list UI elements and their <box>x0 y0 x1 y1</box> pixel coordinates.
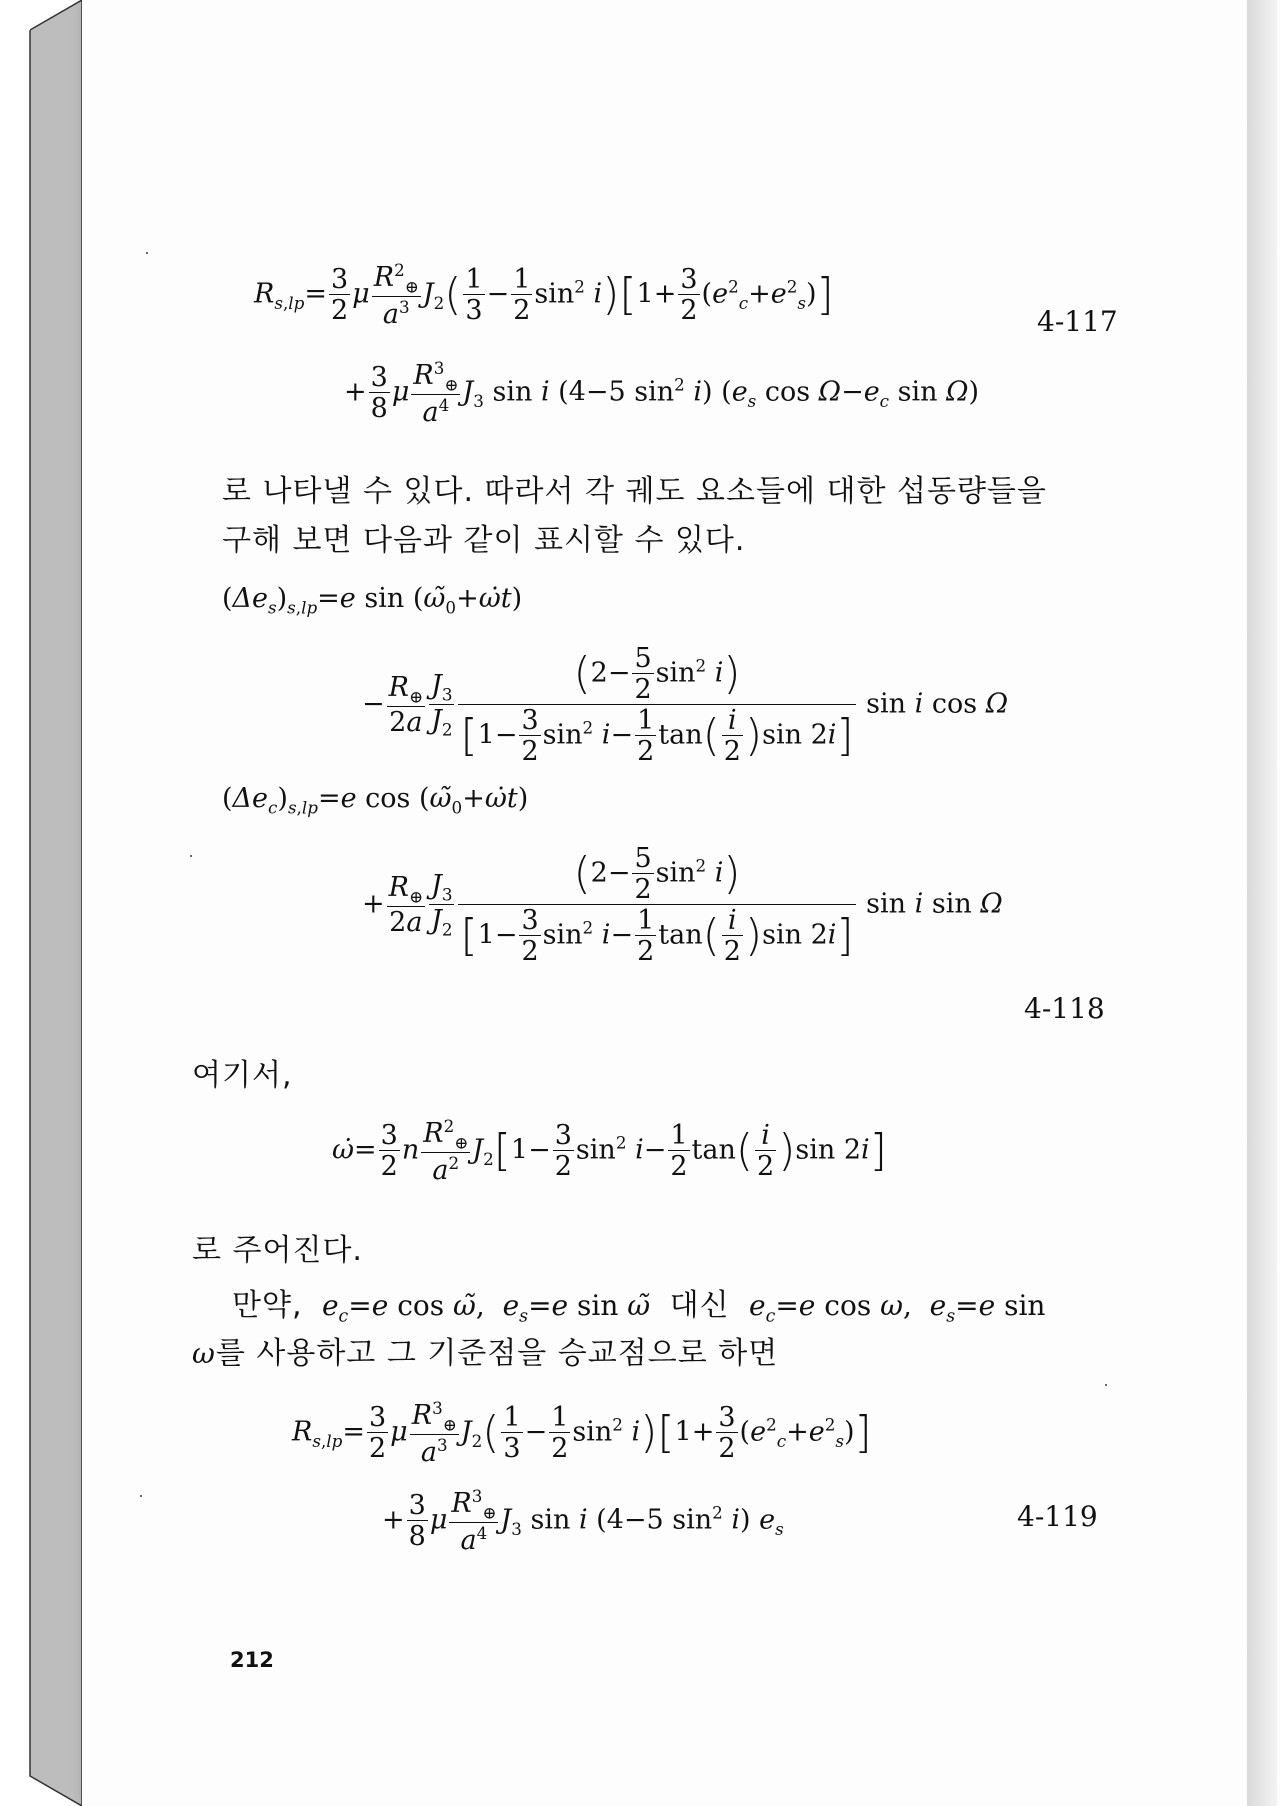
page-edge-shade <box>1247 0 1277 1806</box>
delta-es-fraction: − $\frac{R_\oplus}{2a}$ $\frac{J_3}{J_2}$ (2− $\frac{5}{2}$ $\sin^2 i$) [1− $\frac{3}{2}$ $\sin^2 i-$ $\frac{1}{2}$ tan( $\frac{i}{2}$ )sin 2i] sin i cos Ω <box>362 643 1009 767</box>
p2-word-daesin: 대신 <box>669 1288 730 1323</box>
book-page <box>82 0 1247 1806</box>
paragraph-1-line-2: 구해 보면 다음과 같이 표시할 수 있다. <box>222 523 746 558</box>
book-spine-edge <box>0 0 82 1806</box>
equation-4-117-line1: $R_{s,lp}=$ $\frac{3}{2}$ μ $\frac{R^2_\oplus}{a^3}$ $J_2$( $\frac{1}{3}$ − $\frac{1}{2}$ $\sin^2 i)[1+$ $\frac{3}{2}$ $(e^2_c+e^2_s)$] <box>254 260 834 331</box>
equation-number-4-117: 4-117 <box>1037 305 1118 338</box>
equation-4-119-line1: $R_{s,lp}=$ $\frac{3}{2}$ μ $\frac{R^3_\oplus}{a^3}$ $J_2$( $\frac{1}{3}$ − $\frac{1}{2}$ $\sin^2 i)[1+$ $\frac{3}{2}$ $(e^2_c+e^2_s)$] <box>292 1398 872 1469</box>
paragraph-2-line-2 <box>192 1328 778 1372</box>
speck <box>190 855 192 857</box>
delta-ec-fraction: + $\frac{R_\oplus}{2a}$ $\frac{J_3}{J_2}$ (2− $\frac{5}{2}$ $\sin^2 i$) [1− $\frac{3}{2}$ $\sin^2 i-$ $\frac{1}{2}$ tan( $\frac{i}{2}$ )sin 2i] sin i sin Ω <box>362 843 1003 967</box>
speck <box>1105 1384 1107 1386</box>
delta-es-line: $(\Delta e_s)_{s,lp}=e$ $\sin (\omegã_0+\omegȧt)$ <box>222 583 523 618</box>
speck <box>146 252 148 254</box>
p2-word-manyak: 만약, <box>232 1288 303 1323</box>
equation-number-4-119: 4-119 <box>1017 1500 1098 1533</box>
p2-line2-text: 를 사용하고 그 기준점을 승교점으로 하면 <box>215 1336 779 1371</box>
p2-math-omega: ω <box>192 1337 216 1370</box>
text-juojinda: 로 주어진다. <box>192 1233 363 1268</box>
paragraph-1-line-1: 로 나타낼 수 있다. 따라서 각 궤도 요소들에 대한 섭동량들을 <box>222 474 1047 509</box>
p2-math-ec: $e_c=e$ cos ω̃, $e_s=e$ sin ω̃ <box>321 1289 651 1327</box>
equation-4-117-line2: + $\frac{3}{8}$ μ $\frac{R^3_\oplus}{a^4}$ $J_3$ sin i (4−5 $\sin^2 i$) ($e_s$ $\cos \Omega-e_c$ sin Ω) <box>344 358 980 429</box>
paragraph-2-line-1 <box>232 1280 1045 1327</box>
text-yeogiseo: 여기서, <box>192 1058 293 1093</box>
equation-number-4-118: 4-118 <box>1024 992 1105 1025</box>
page-number: 212 <box>230 1648 274 1672</box>
speck <box>140 1495 142 1497</box>
p2-math-ecomega: $e_c=e$ cos ω, $e_s=e$ sin <box>749 1289 1046 1327</box>
omega-dot-equation: ω̇= $\frac{3}{2}$ n $\frac{R^2_\oplus}{a^2}$ $J_2[1-$ $\frac{3}{2}$ $\sin^2 i-$ $\frac{1}{2}$ tan( $\frac{i}{2}$ )sin 2i] <box>332 1116 887 1187</box>
equation-4-119-line2: + $\frac{3}{8}$ μ $\frac{R^3_\oplus}{a^4}$ $J_3$ sin i (4−5 $\sin^2 i$) $e_s$ <box>382 1486 784 1557</box>
delta-ec-line: $(\Delta e_c)_{s,lp}=e$ $\cos (\omegã_0+\omegȧt)$ <box>222 783 529 818</box>
